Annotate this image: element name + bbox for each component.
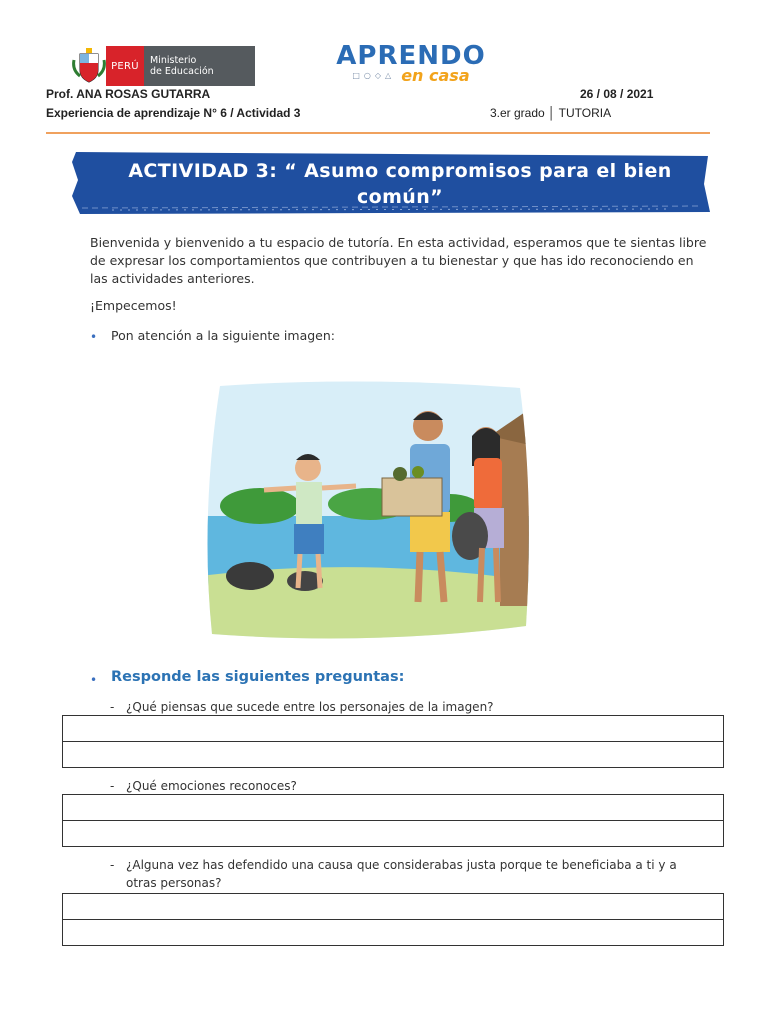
question-3-line-2: otras personas? [126,876,222,890]
brand-top: APRENDO [336,41,486,71]
start-text: ¡Empecemos! [90,298,177,313]
image-instruction: Pon atención a la siguiente imagen: [111,328,335,343]
question-2: ¿Qué emociones reconoces? [126,779,297,793]
dash: - [110,858,115,872]
answer-line[interactable] [63,920,723,945]
date: 26 / 08 / 2021 [580,87,654,101]
question-3 [126,856,716,892]
answer-line[interactable] [63,742,723,767]
header-divider [46,132,710,134]
illustration [200,376,534,644]
ministry-line-2: de Educación [150,66,214,77]
question-1: ¿Qué piensas que sucede entre los personajes de la imagen? [126,700,494,714]
activity-title [100,158,700,210]
answer-box-3[interactable] [62,893,724,946]
answer-line[interactable] [63,716,723,742]
ministry-line-1: Ministerio [150,55,197,66]
answer-box-1[interactable] [62,715,724,768]
activity-title-line-1: ACTIVIDAD 3: “ Asumo compromisos para el bien [128,160,672,182]
brand-shapes-icon: □○◇△ [352,71,396,80]
bullet-icon: • [90,673,98,687]
activity-title-line-2: común” [356,186,444,208]
intro-paragraph: Bienvenida y bienvenido a tu espacio de tutoría. En esta actividad, esperamos que te sientas libre de expresar los comportamientos que contribuyen a tu bienestar y que has ido reconociendo en las actividades anteriores. [90,235,707,286]
dash: - [110,700,115,714]
peru-shield-icon [72,46,106,86]
answer-line[interactable] [63,795,723,821]
answer-box-2[interactable] [62,794,724,847]
peru-mark: PERÚ [106,46,144,86]
grade-label: 3.er grado │ TUTORIA [490,106,612,120]
answer-line[interactable] [63,821,723,846]
dash: - [110,779,115,793]
ministry-logo [72,46,255,86]
teacher-name: Prof. ANA ROSAS GUTARRA [46,87,211,101]
ministry-name [144,46,255,86]
brand-bottom: en casa [401,66,470,85]
questions-heading: Responde las siguientes preguntas: [111,669,405,685]
experience-label: Experiencia de aprendizaje N° 6 / Actividad 3 [46,106,301,120]
question-3-line-1: ¿Alguna vez has defendido una causa que considerabas justa porque te beneficiaba a ti y a [126,858,677,872]
answer-line[interactable] [63,894,723,920]
bullet-icon: • [90,330,98,344]
aprendo-en-casa-logo [336,42,486,92]
